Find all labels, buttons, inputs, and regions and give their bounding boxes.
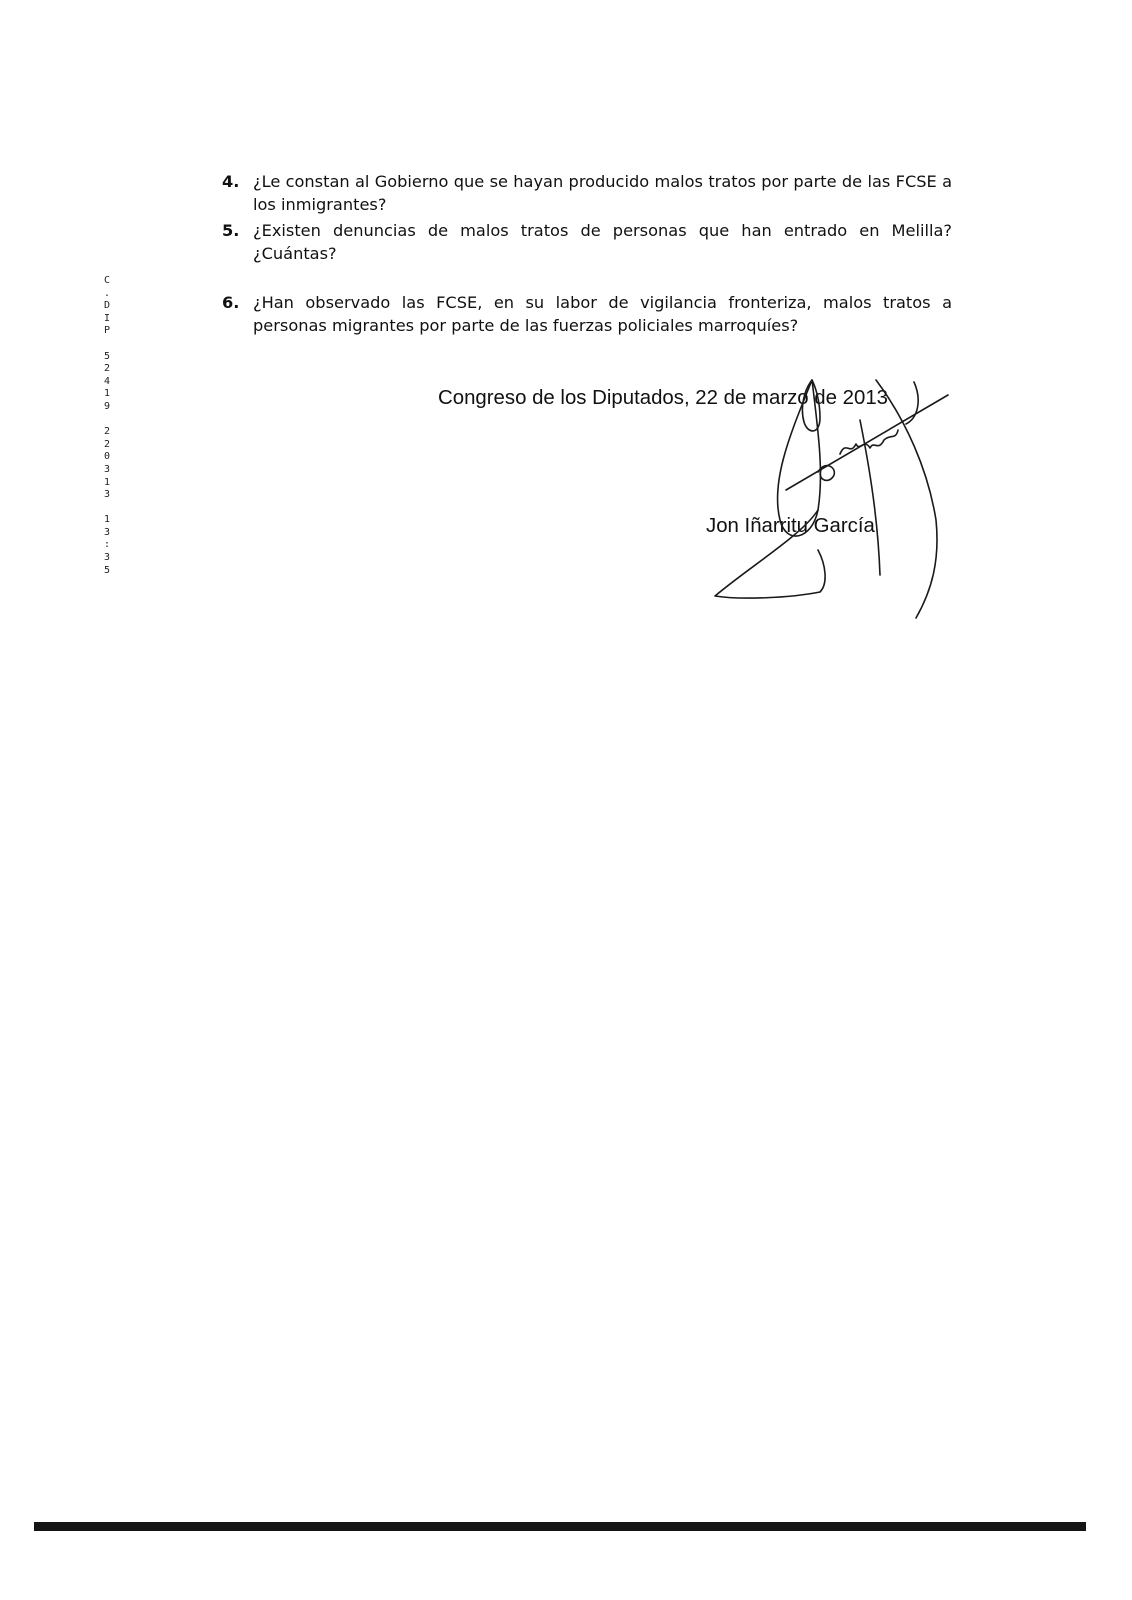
stamp-char: 3 bbox=[103, 526, 111, 538]
stamp-char: 5 bbox=[103, 350, 111, 362]
stamp-char: 2 bbox=[103, 426, 111, 438]
stamp-char: 3 bbox=[103, 489, 111, 501]
question-text: ¿Han observado las FCSE, en su labor de vigilancia fronteriza, malos tratos a personas migrantes por parte de las fuerzas policiales marroquíes? bbox=[253, 293, 952, 335]
stamp-char: C bbox=[103, 275, 111, 286]
question-item bbox=[222, 291, 952, 337]
stamp-char: 5 bbox=[103, 564, 111, 576]
stamp-char: . bbox=[103, 287, 111, 299]
signature-strokes bbox=[715, 380, 948, 618]
stamp-char: D bbox=[103, 300, 111, 312]
handwritten-signature bbox=[700, 360, 960, 630]
stamp-char: 2 bbox=[103, 438, 111, 450]
question-number: 6. bbox=[222, 293, 240, 312]
stamp-char: 4 bbox=[103, 375, 111, 387]
stamp-char: 1 bbox=[103, 476, 111, 488]
place-and-date: Congreso de los Diputados, 22 de marzo de 2013 bbox=[438, 387, 889, 409]
stamp-char: I bbox=[103, 312, 111, 324]
question-number: 5. bbox=[222, 221, 240, 240]
question-list bbox=[222, 170, 952, 337]
question-text: ¿Existen denuncias de malos tratos de personas que han entrado en Melilla? ¿Cuántas? bbox=[253, 221, 952, 263]
stamp-char: 0 bbox=[103, 451, 111, 463]
stamp-char: 1 bbox=[103, 514, 111, 526]
footer-rule bbox=[34, 1522, 1086, 1531]
stamp-char: : bbox=[103, 539, 111, 551]
stamp-char: 3 bbox=[103, 552, 111, 564]
stamp-char: P bbox=[103, 325, 111, 337]
question-number: 4. bbox=[222, 172, 240, 191]
signer-name: Jon Iñarritu García bbox=[706, 515, 875, 537]
question-item bbox=[222, 219, 952, 265]
stamp-char: 1 bbox=[103, 388, 111, 400]
stamp-char: 3 bbox=[103, 463, 111, 475]
question-item bbox=[222, 170, 952, 216]
stamp-char bbox=[100, 502, 114, 515]
stamp-char bbox=[100, 414, 114, 427]
registration-stamp bbox=[100, 275, 114, 577]
question-text: ¿Le constan al Gobierno que se hayan producido malos tratos por parte de las FCSE a los inmigrantes? bbox=[253, 172, 952, 214]
stamp-char: 2 bbox=[103, 363, 111, 375]
stamp-char: 9 bbox=[103, 400, 111, 412]
stamp-char bbox=[100, 338, 114, 351]
